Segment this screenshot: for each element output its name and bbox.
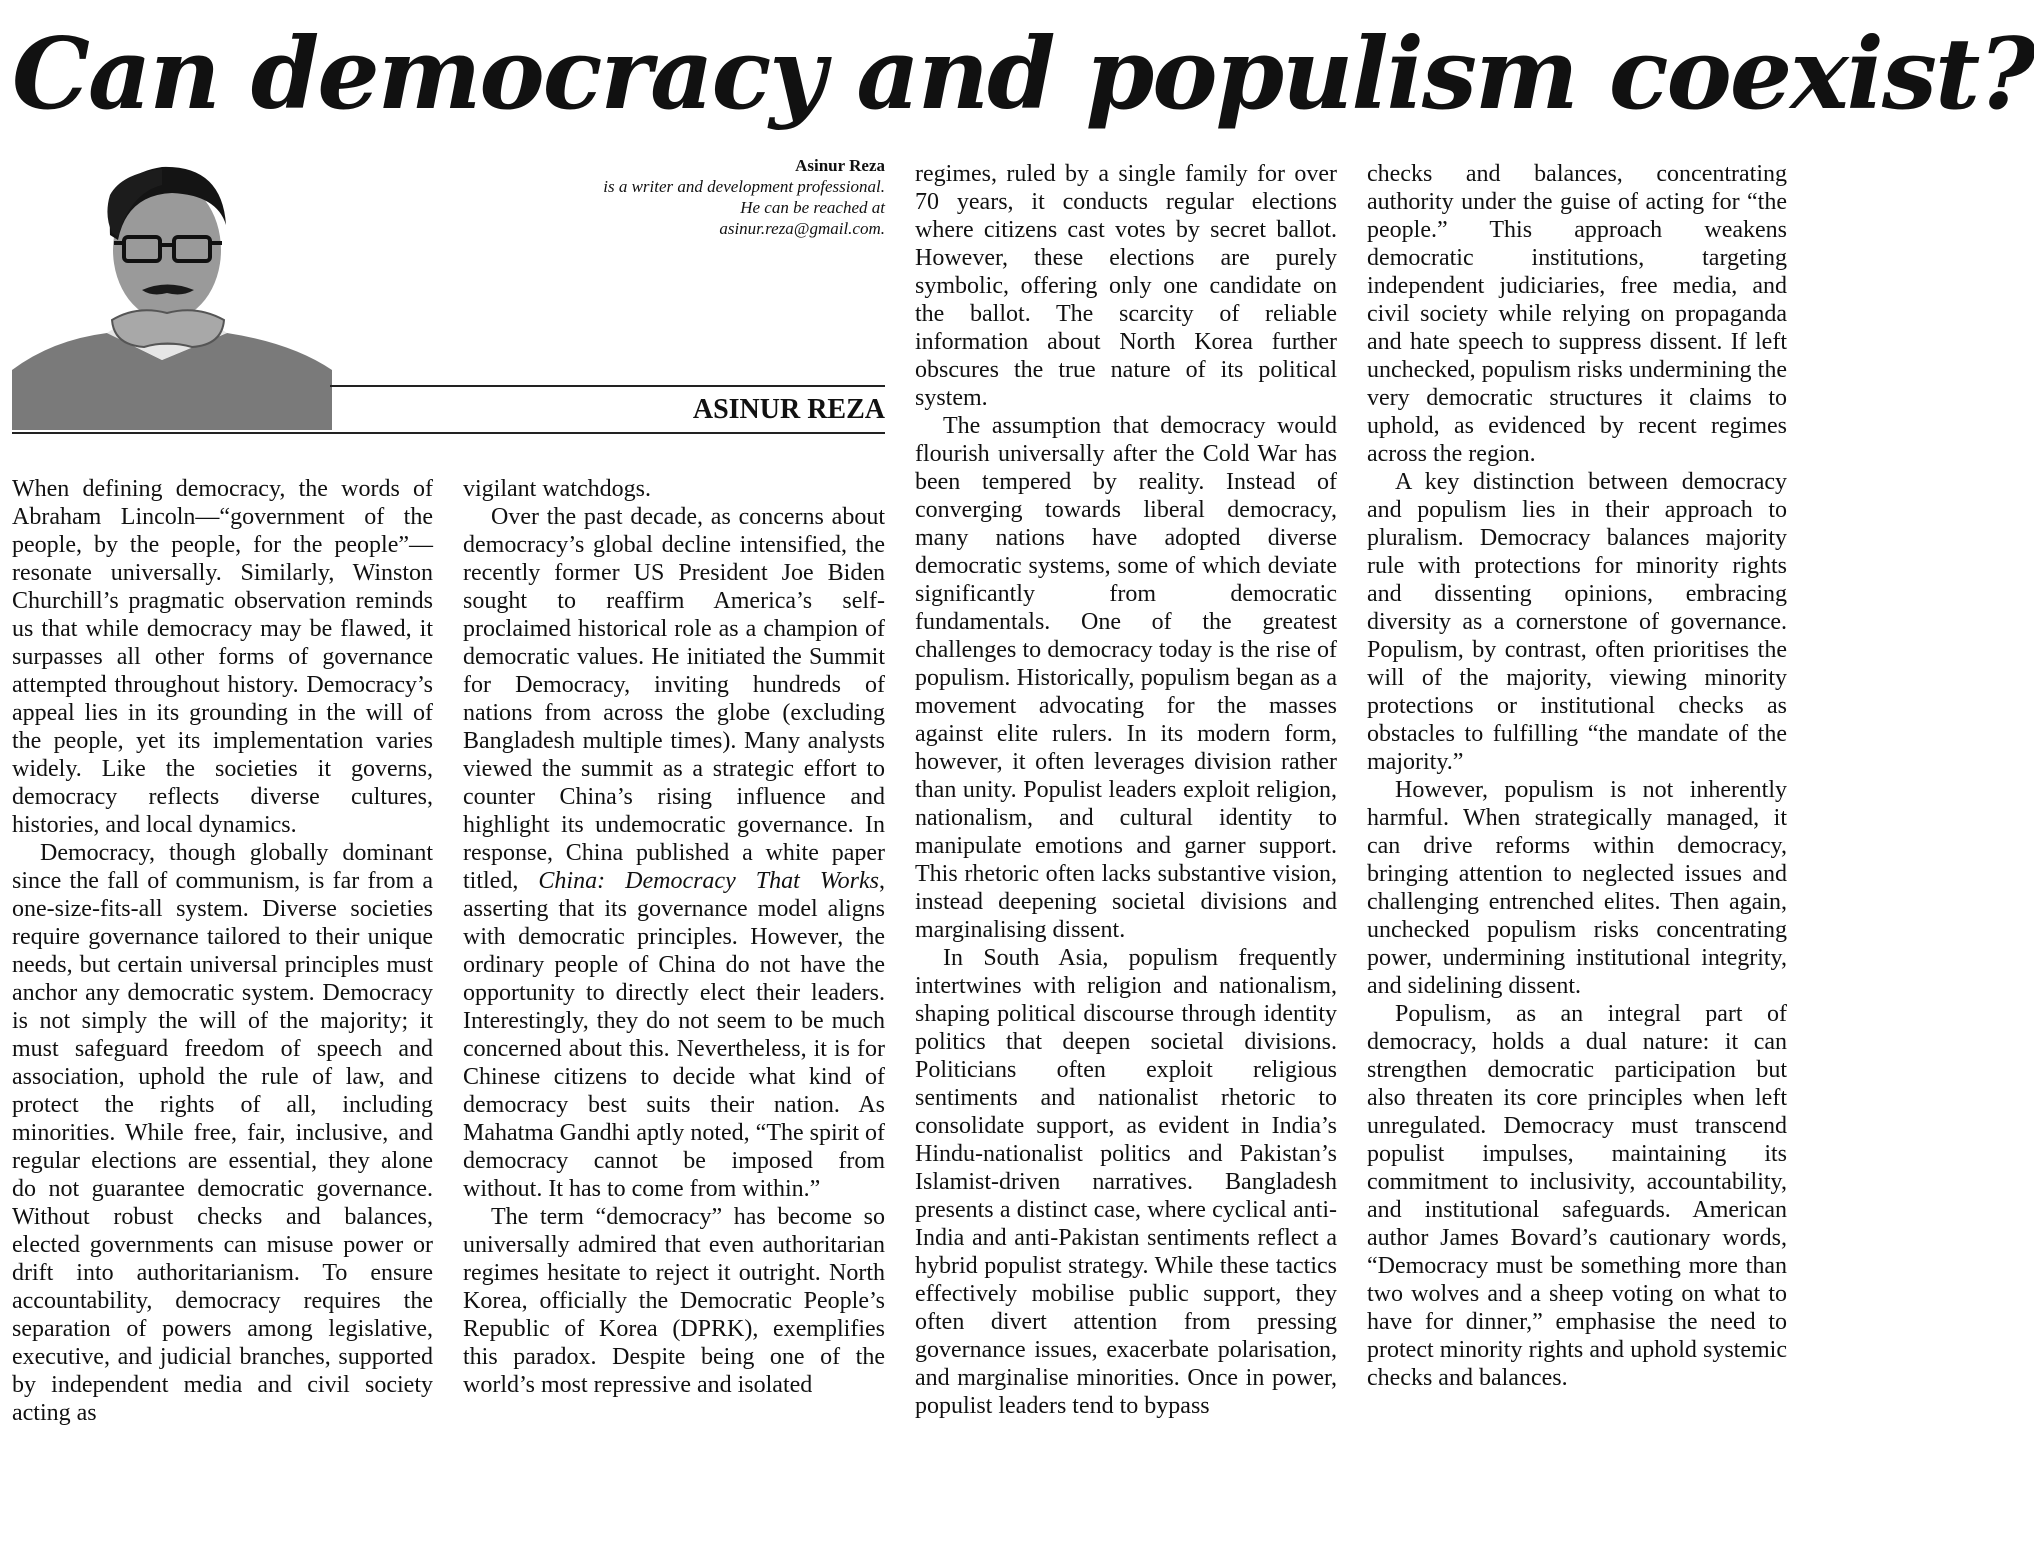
paragraph: When defining democracy, the words of Abraham Lincoln—“government of the people, by the people, for the people”—resonate universally. Similarly, Winston Churchill’s pragmatic observation reminds us that while democracy may be flawed, it surpasses all other forms of governance attempted throughout history. Democracy’s appeal lies in its grounding in the will of the people, yet its implementation varies widely. Like the societies it governs, democracy reflects diverse cultures, histories, and local dynamics.	[12, 476, 433, 838]
author-email: asinur.reza@gmail.com.	[719, 219, 885, 238]
divider	[330, 385, 885, 387]
paragraph-text: , asserting that its governance model aligns with democratic principles. However, the ordinary people of China do not have the opportunity to directly elect their leaders. Interestingly, they do not seem to be much concerned about this. Nevertheless, it is for Chinese citizens to decide what kind of democracy best suits their nation. As Mahatma Gandhi aptly noted, “The spirit of democracy cannot be imposed from without. It has to come from within.”	[463, 868, 885, 1202]
author-name-caps: ASINUR REZA	[692, 394, 885, 425]
paragraph: regimes, ruled by a single family for over 70 years, it conducts regular elections where citizens cast votes by secret ballot. However, these elections are purely symbolic, offering only one candidate on the ballot. The scarcity of reliable information about North Korea further obscures the true nature of its political system.	[915, 161, 1337, 411]
column-2	[463, 475, 885, 1550]
author-bio	[330, 155, 885, 255]
paragraph-text: Over the past decade, as concerns about democracy’s global decline intensified, the recently former US President Joe Biden sought to reaffirm America’s self-proclaimed historical role as a champion of democratic values. He initiated the Summit for Democracy, inviting hundreds of nations from across the globe (excluding Bangladesh multiple times). Many analysts viewed the summit as a strategic effort to counter China’s rising influence and highlight its undemocratic governance. In response, China published a white paper titled,	[463, 504, 885, 894]
paragraph: The assumption that democracy would flourish universally after the Cold War has been tempered by reality. Instead of converging towards liberal democracy, many nations have adopted diverse democratic systems, some of which deviate significantly from democratic fundamentals. One of the greatest challenges to democracy today is the rise of populism. Historically, populism began as a movement advocating for the masses against elite rulers. In its modern form, however, it often leverages division rather than unity. Populist leaders exploit religion, nationalism, and cultural identity to manipulate emotions and garner support. This rhetoric often lacks substantive vision, instead deepening societal divisions and marginalising dissent.	[915, 413, 1337, 943]
column-3	[915, 160, 1337, 1550]
headline: Can democracy and populism coexist?	[12, 17, 2034, 132]
column-1	[12, 475, 433, 1550]
paragraph	[463, 503, 885, 1203]
author-bio-line: is a writer and development professional.	[603, 177, 885, 196]
column-4	[1367, 160, 1787, 1550]
paragraph: In South Asia, populism frequently intertwines with religion and nationalism, shaping political discourse through identity politics that deepen societal divisions. Politicians often exploit religious sentiments and nationalist rhetoric to consolidate support, as evident in India’s Hindu-nationalist politics and Pakistan’s Islamist-driven narratives. Bangladesh presents a distinct case, where cyclical anti-India and anti-Pakistan sentiments reflect a hybrid populist strategy. While these tactics effectively mobilise public support, they often divert attention from pressing governance issues, exacerbate polarisation, and marginalise minorities. Once in power, populist leaders tend to bypass	[915, 945, 1337, 1419]
author-bio-line: He can be reached at	[740, 198, 885, 217]
paragraph: Populism, as an integral part of democracy, holds a dual nature: it can strengthen democratic participation but also threaten its core principles when left unregulated. Democracy must transcend populist impulses, maintaining its commitment to inclusivity, accountability, and institutional safeguards. American author James Bovard’s cautionary words, “Democracy must be something more than two wolves and a sheep voting on what to have for dinner,” emphasise the need to protect minority rights and uphold systemic checks and balances.	[1367, 1001, 1787, 1391]
paragraph: The term “democracy” has become so universally admired that even authoritarian regimes hesitate to reject it outright. North Korea, officially the Democratic People’s Republic of Korea (DPRK), exemplifies this paradox. Despite being one of the world’s most repressive and isolated	[463, 1204, 885, 1398]
paragraph: Democracy, though globally dominant since the fall of communism, is far from a one-size-fits-all system. Diverse societies require governance tailored to their unique needs, but certain universal principles must anchor any democratic system. Democracy is not simply the will of the majority; it must safeguard freedom of speech and association, uphold the rule of law, and protect the rights of all, including minorities. While free, fair, inclusive, and regular elections are essential, they alone do not guarantee democratic governance. Without robust checks and balances, elected governments can misuse power or drift into authoritarianism. To ensure accountability, democracy requires the separation of powers among legislative, executive, and judicial branches, supported by independent media and civil society acting as	[12, 840, 433, 1426]
author-name: Asinur Reza	[795, 156, 885, 175]
paragraph: checks and balances, concentrating authority under the guise of acting for “the people.” This approach weakens democratic institutions, targeting independent judiciaries, free media, and civil society while relying on propaganda and hate speech to suppress dissent. If left unchecked, populism risks undermining the very democratic structures it claims to uphold, as evidenced by recent regimes across the region.	[1367, 161, 1787, 467]
divider	[12, 432, 885, 434]
author-portrait	[12, 155, 332, 430]
paragraph: However, populism is not inherently harmful. When strategically managed, it can drive reforms within democracy, bringing attention to neglected issues and challenging entrenched elites. Then again, unchecked populism risks concentrating power, undermining institutional integrity, and sidelining dissent.	[1367, 777, 1787, 999]
paragraph: A key distinction between democracy and populism lies in their approach to pluralism. Democracy balances majority rule with protections for minority rights and dissenting opinions, embracing diversity as a cornerstone of governance. Populism, by contrast, often prioritises the will of the majority, viewing minority protections or institutional checks as obstacles to fulfilling “the mandate of the majority.”	[1367, 469, 1787, 775]
paragraph: vigilant watchdogs.	[463, 476, 651, 502]
publication-title: China: Democracy That Works	[538, 868, 879, 894]
